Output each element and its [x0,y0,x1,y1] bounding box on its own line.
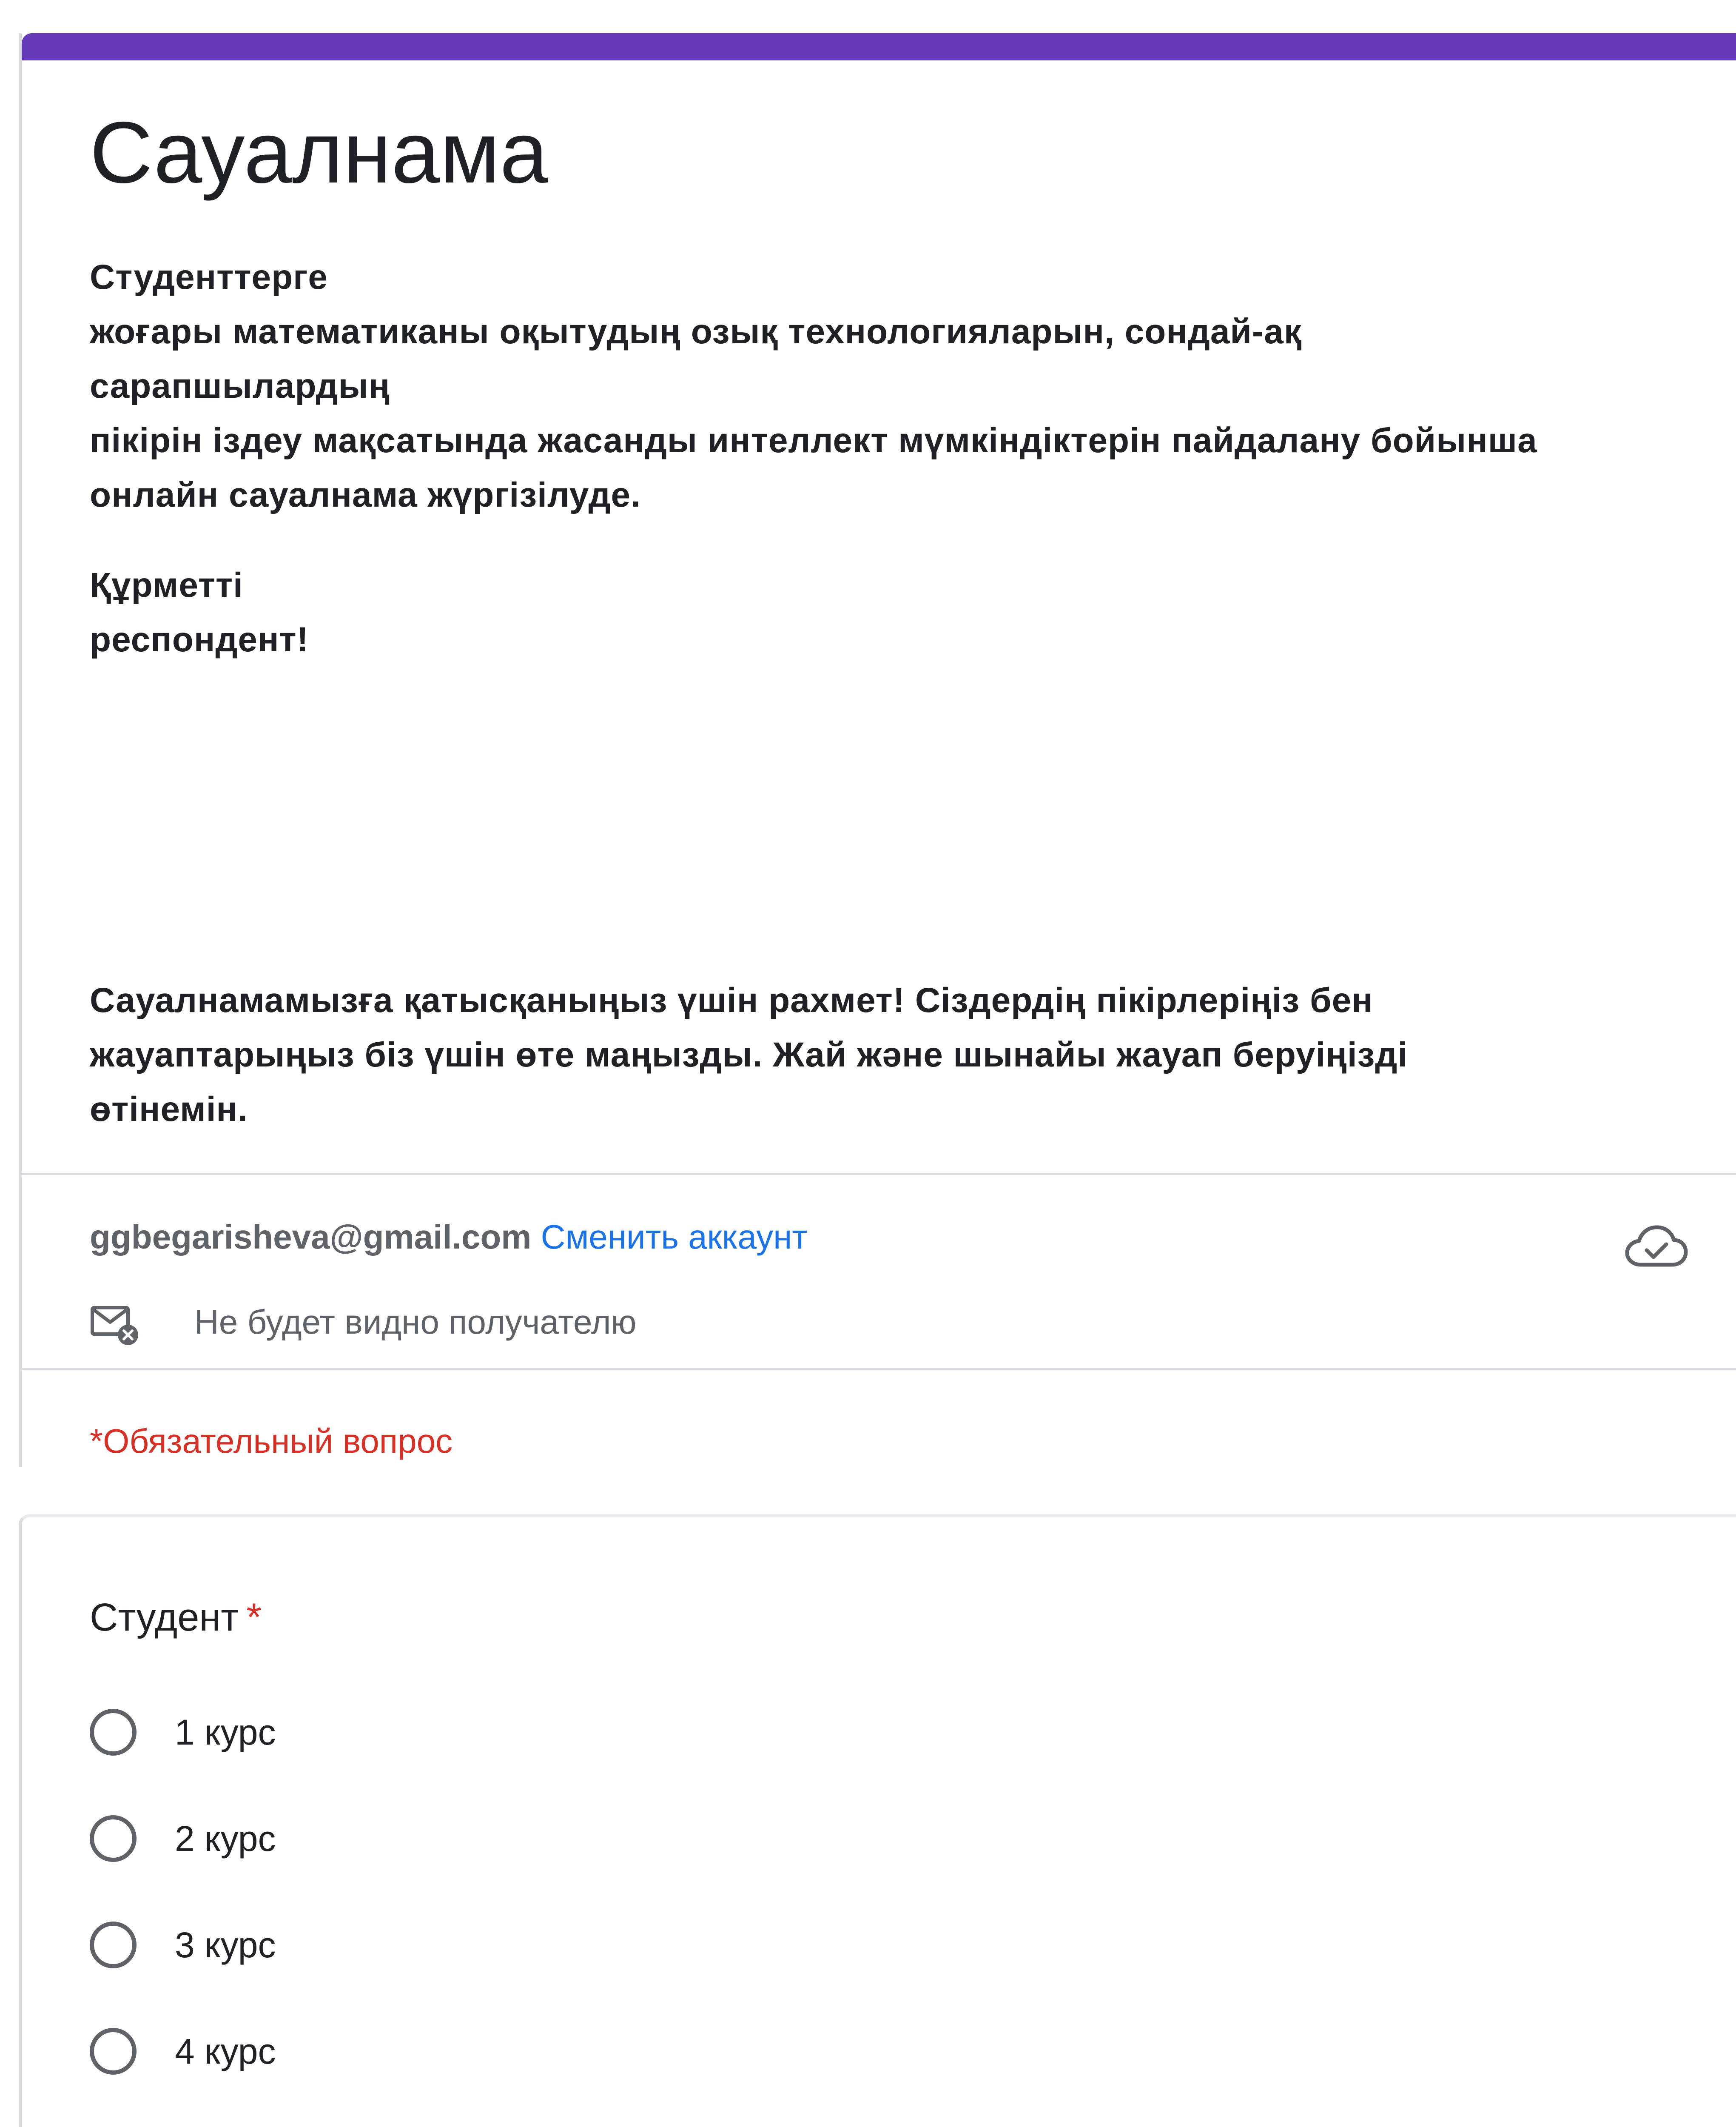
form-header-card [19,33,1736,1467]
radio-option-course-1[interactable] [90,1705,472,1768]
switch-account-link[interactable]: Сменить аккаунт [541,1218,808,1256]
required-question-note: *Обязательный вопрос [90,1422,453,1460]
description-line: сарапшылардың [90,367,390,405]
radio-button[interactable] [90,1922,137,1968]
radio-option-course-3[interactable] [90,1917,472,1981]
radio-button[interactable] [90,1709,137,1756]
account-row [90,1216,808,1258]
radio-option-course-4[interactable] [90,2024,472,2087]
question-card-student [19,1514,1736,2127]
account-email: ggbegarisheva@gmail.com [90,1218,532,1256]
thanks-line: жауаптарыңыз біз үшін өте маңызды. Жай және шынайы жауап беруіңізді [90,1035,1408,1074]
theme-accent-bar [22,33,1736,60]
description-line: онлайн сауалнама жүргізілуде. [90,476,641,514]
cloud-saved-icon [1625,1222,1688,1273]
question-title-text: Студент [90,1596,239,1639]
description-line: Студенттерге [90,258,328,297]
header-divider [22,1173,1736,1175]
thanks-line: Сауалнамамызға қатысқаныңыз үшін рахмет! Сіздердің пікірлеріңіз бен [90,981,1373,1020]
radio-button[interactable] [90,1815,137,1862]
question-title [90,1592,262,1643]
option-label: 4 курс [175,2031,276,2071]
option-label: 3 курс [175,1925,276,1965]
thanks-line: өтінемін. [90,1090,248,1129]
form-title: Сауалнама [90,104,549,201]
option-label: 1 курс [175,1712,276,1752]
radio-button[interactable] [90,2028,137,2075]
privacy-note: Не будет видно получателю [194,1303,637,1341]
description-line: пікірін іздеу мақсатында жасанды интеллект мүмкіндіктерін пайдалану бойынша [90,421,1537,460]
greeting-line: Құрметті [90,566,243,604]
required-asterisk: * [246,1596,262,1639]
radio-option-course-2[interactable] [90,1811,472,1875]
description-line: жоғары математиканы оқытудың озық технологияларын, сондай-ақ [90,312,1302,351]
option-label: 2 курс [175,1819,276,1859]
greeting-line: респондент! [90,620,309,659]
mail-hidden-icon [90,1303,141,1346]
account-divider [22,1368,1736,1370]
form-description [90,250,1689,1137]
